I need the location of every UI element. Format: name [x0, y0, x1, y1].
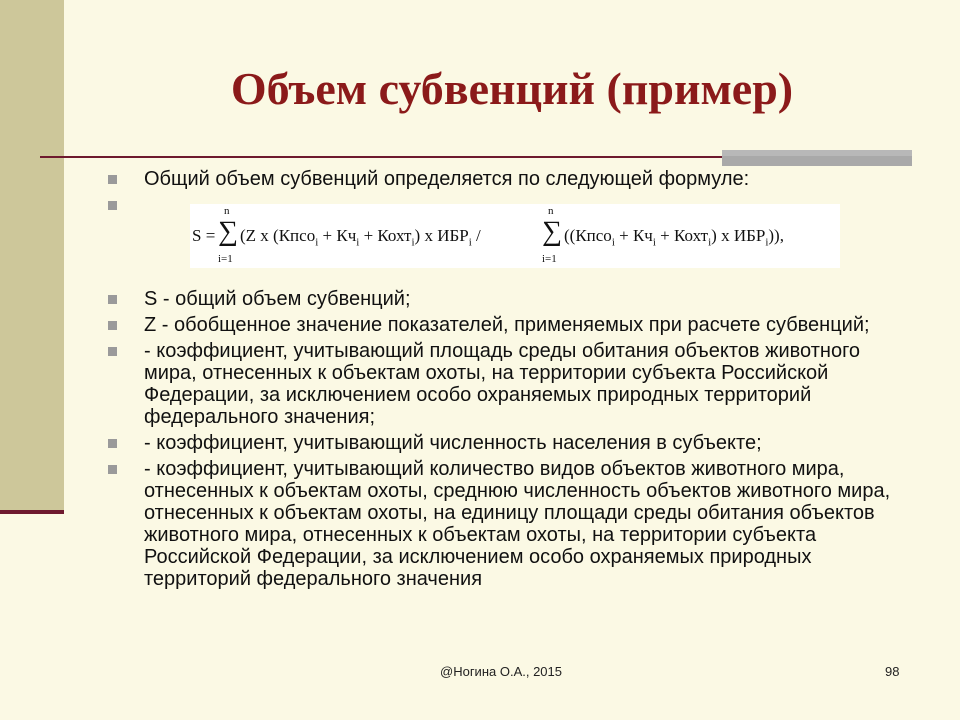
- bullet-icon: [108, 295, 117, 304]
- bullet-icon: [108, 201, 117, 210]
- sum-upper-limit: n: [548, 205, 554, 217]
- slide-title: Объем субвенций (пример): [230, 63, 794, 114]
- page-number: 98: [885, 664, 900, 679]
- list-item: Z - обобщенное значение показателей, применяемых при расчете субвенций;: [104, 314, 904, 336]
- bullet-icon: [108, 175, 117, 184]
- sum-symbol-icon: ∑: [218, 216, 238, 247]
- formula-part-1: (Z x (Кпсо$_i$ + $Кч_i$ + Кохт$_i$) x $ИБР_i$ /: [240, 226, 481, 249]
- title-accent-bar-top: [722, 150, 912, 156]
- sum-symbol-icon: ∑: [542, 216, 562, 247]
- footer-author: @Ногина О.А., 2015: [440, 664, 562, 679]
- list-item: - коэффициент, учитывающий количество видов объектов животного мира, отнесенных к объектам охоты, среднюю численность объектов животного мира, отнесенных к объектам охоты, на единицу площади среды обитания объектов животного мира, отнесенных к объектам охоты, на территории субъекта Российской Федерации, за исключением особо охраняемых природных территорий федерального значения: [104, 458, 904, 590]
- subvention-formula: [190, 204, 840, 268]
- left-decor-band: [0, 0, 64, 514]
- bullet-icon: [108, 347, 117, 356]
- formula-lhs: S =: [192, 226, 216, 245]
- sum-lower-limit: i=1: [218, 253, 233, 265]
- list-item: S - общий объем субвенций;: [104, 288, 904, 310]
- left-decor-line: [0, 510, 64, 514]
- list-item: - коэффициент, учитывающий площадь среды обитания объектов животного мира, отнесенных к объектам охоты, на территории субъекта Российской Федерации, за исключением особо охраняемых природных территорий федерального значения;: [104, 340, 904, 428]
- list-item: Общий объем субвенций определяется по следующей формуле:: [104, 168, 904, 190]
- bullet-icon: [108, 439, 117, 448]
- sum-upper-limit: n: [224, 205, 230, 217]
- sum-lower-limit: i=1: [542, 253, 557, 265]
- list-item: - коэффициент, учитывающий численность населения в субъекте;: [104, 432, 904, 454]
- formula-part-2: ((Кпсо$_i$ + $Кч_i$ + Кохт$_i$) x $ИБР_i$)),: [564, 226, 784, 249]
- bullet-icon: [108, 465, 117, 474]
- bullet-icon: [108, 321, 117, 330]
